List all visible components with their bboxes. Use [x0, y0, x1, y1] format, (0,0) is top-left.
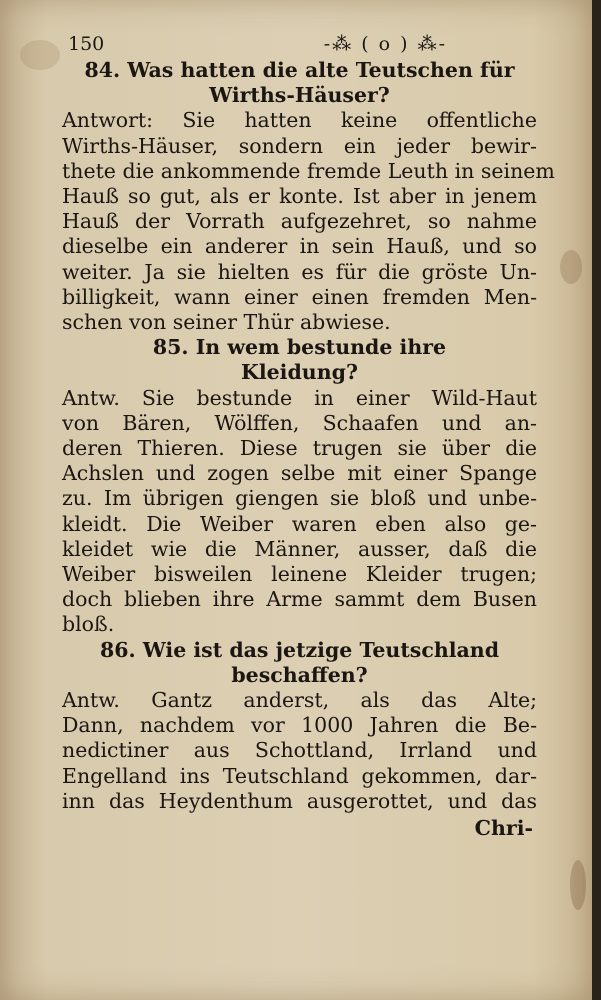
answer-line: Hauß so gut, als er konte. Ist aber in jenem: [62, 184, 537, 209]
answer-line: zu. Im übrigen giengen sie bloß und unbe-: [62, 486, 537, 511]
question-heading: 85. In wem bestunde ihre: [152, 335, 447, 360]
stain: [20, 40, 60, 70]
answer-line: deren Thieren. Diese trugen sie über die: [62, 436, 537, 461]
answer-line: Dann, nachdem vor 1000 Jahren die Be-: [62, 713, 537, 738]
answer-line: kleidt. Die Weiber waren eben also ge-: [62, 511, 537, 536]
question-heading: 86. Wie ist das jetzige Teutschland: [99, 637, 500, 662]
text-block: [62, 32, 555, 841]
question-86: [62, 638, 537, 814]
page-number: 150: [68, 33, 105, 56]
question-heading: Wirths-Häuser?: [209, 83, 390, 108]
answer-line: doch blieben ihre Arme sammt dem Busen: [62, 587, 537, 612]
stain: [570, 860, 586, 910]
answer-line: thete die ankommende fremde Leuth in seinem: [62, 158, 555, 183]
question-85: [62, 335, 537, 637]
answer-line: weiter. Ja sie hielten es für die gröste Un-: [62, 259, 537, 284]
answer-line: Wirths-Häuser, sondern ein jeder bewir-: [62, 133, 537, 158]
answer-line: von Bären, Wölffen, Schaafen und an-: [62, 410, 537, 435]
page-edge-shadow: [592, 0, 601, 1000]
answer-line: bloß.: [62, 612, 115, 637]
header-ornament: -⁂ ( o ) ⁂-: [323, 33, 447, 56]
running-header: [68, 32, 447, 58]
answer-line: schen von seiner Thür abwiese.: [62, 310, 391, 335]
answer-line: Antwort: Sie hatten keine offentliche: [62, 108, 537, 133]
answer-line: Achslen und zogen selbe mit einer Spange: [62, 461, 537, 486]
stain: [560, 250, 582, 284]
answer-line: Antw. Sie bestunde in einer Wild-Haut: [62, 385, 537, 410]
question-84: [62, 58, 555, 335]
answer-line: dieselbe ein anderer in sein Hauß, und so: [62, 234, 537, 259]
answer-line: billigkeit, wann einer einen fremden Men-: [62, 284, 537, 309]
answer-line: Engelland ins Teutschland gekommen, dar-: [62, 763, 537, 788]
answer-line: nedictiner aus Schottland, Irrland und: [62, 738, 537, 763]
question-heading: Kleidung?: [241, 360, 358, 385]
answer-line: kleidet wie die Männer, ausser, daß die: [62, 536, 537, 561]
answer-line: Hauß der Vorrath aufgezehret, so nahme: [62, 209, 537, 234]
question-heading: 84. Was hatten die alte Teutschen für: [84, 58, 515, 82]
question-heading: beschaffen?: [231, 662, 368, 687]
catchword: Chri-: [474, 816, 533, 841]
answer-line: Antw. Gantz anderst, als das Alte;: [62, 688, 537, 713]
answer-line: Weiber bisweilen leinene Kleider trugen;: [62, 562, 537, 587]
answer-line: inn das Heydenthum ausgerottet, und das: [62, 788, 537, 813]
